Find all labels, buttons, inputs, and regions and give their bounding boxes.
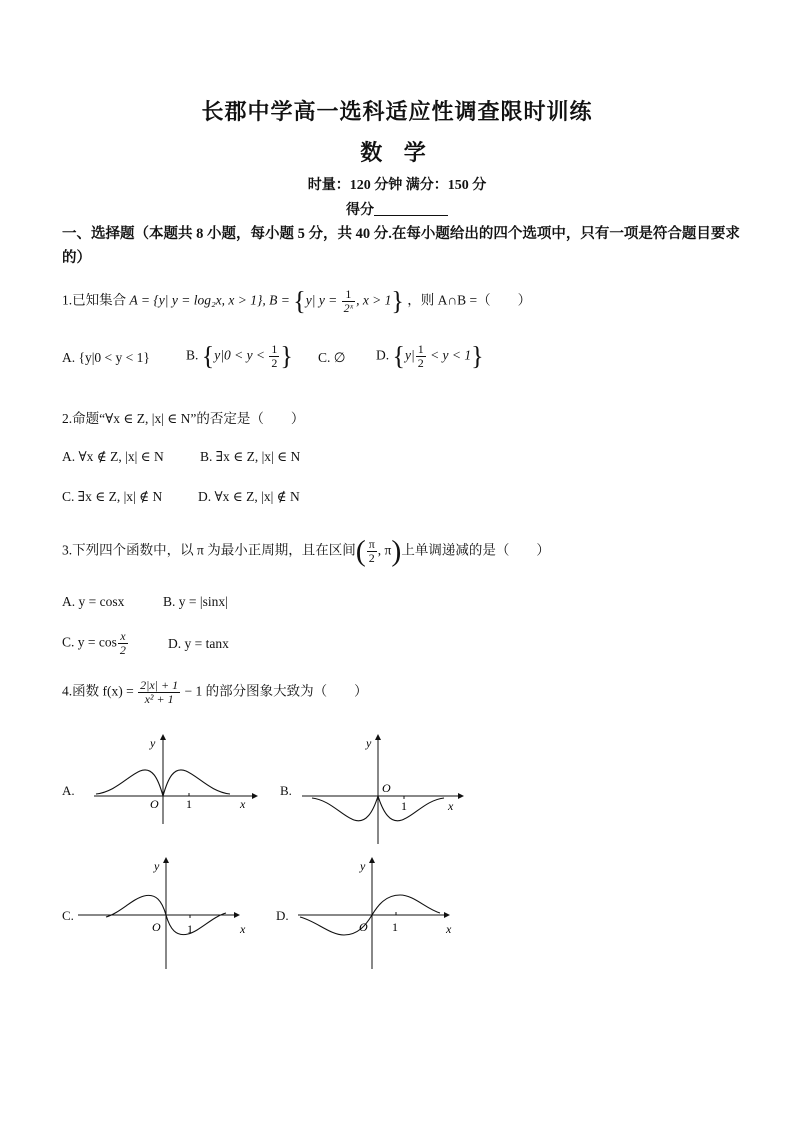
- q4-frac-num: 2|x| + 1: [140, 678, 179, 692]
- q2-option-a[interactable]: A. ∀x ∉ Z, |x| ∈ N: [62, 449, 164, 464]
- q1-frac-num: 1: [342, 288, 355, 302]
- exam-meta: 时量：120 分钟 满分：150 分: [307, 178, 487, 193]
- q3-interval-num: π: [368, 537, 375, 551]
- q4-graph-a[interactable]: [90, 732, 260, 827]
- q1-set-b-right: , x > 1: [356, 292, 392, 308]
- q4-option-c-label[interactable]: C.: [62, 908, 74, 923]
- q1-set-a: A = {y| y = log₂x, x > 1}: [129, 292, 263, 308]
- x-label: x: [240, 797, 246, 811]
- q1-opt-b-inner: y|0 < y <: [214, 347, 269, 363]
- y-axis-arrow-icon: [160, 734, 166, 740]
- q4-graph-b[interactable]: [298, 732, 473, 852]
- q1-stem-prefix: 1.已知集合: [62, 292, 127, 308]
- y-axis-arrow-icon: [163, 857, 169, 863]
- q3-paren-right: ): [391, 534, 402, 568]
- q1-opt-d-brace-r: }: [471, 341, 484, 371]
- x-label: x: [446, 922, 452, 936]
- question-4: [62, 679, 368, 706]
- y-label: y: [366, 736, 372, 750]
- q1-opt-d-prefix: D.: [376, 347, 393, 363]
- q3-interval-right: , π: [377, 542, 392, 558]
- q3-opt-c-prefix: C. y = cos: [62, 634, 117, 650]
- y-label: y: [150, 736, 156, 750]
- x-axis-arrow-icon: [252, 793, 258, 799]
- q1-opt-b-prefix: B.: [186, 347, 202, 363]
- subject-title: 数 学: [360, 140, 434, 165]
- q1-opt-d-left: y|: [404, 347, 415, 363]
- origin-label: O: [359, 920, 368, 934]
- q4-stem-suffix: − 1 的部分图象大致为（ ）: [181, 683, 368, 699]
- x-axis-arrow-icon: [458, 793, 464, 799]
- q1-opt-d-num: 1: [417, 342, 424, 356]
- y-axis-arrow-icon: [375, 734, 381, 740]
- q4-option-d-label[interactable]: D.: [276, 908, 289, 923]
- q1-option-c[interactable]: C. ∅: [318, 350, 346, 365]
- q3-opt-c-num: x: [118, 630, 128, 644]
- q3-option-b[interactable]: B. y = |sinx|: [163, 594, 228, 609]
- question-1: [62, 288, 531, 315]
- q1-opt-d-frac: [416, 343, 426, 370]
- q3-interval-den: 2: [368, 551, 375, 565]
- q3-stem-suffix: 上单调递减的是（ ）: [401, 542, 550, 558]
- q4-option-b-label[interactable]: B.: [280, 783, 292, 798]
- q1-stem-suffix: ，则 A∩B =（ ）: [407, 292, 532, 308]
- y-label: y: [360, 859, 366, 873]
- q4-fraction: [138, 679, 180, 706]
- q1-frac-den: 2ˣ: [343, 301, 354, 315]
- q1-opt-b-brace-r: }: [280, 341, 293, 371]
- q1-opt-d-right: < y < 1: [426, 347, 472, 363]
- x-axis-arrow-icon: [444, 912, 450, 918]
- x-axis-arrow-icon: [234, 912, 240, 918]
- tick-label: 1: [187, 922, 193, 936]
- y-label: y: [154, 859, 160, 873]
- q1-option-a[interactable]: A. {y|0 < y < 1}: [62, 350, 150, 365]
- q1-set-b-prefix: , B =: [262, 292, 294, 308]
- q3-opt-c-frac: [118, 630, 128, 657]
- q1-opt-d-den: 2: [417, 356, 424, 370]
- score-field: [346, 199, 448, 219]
- q2-option-d[interactable]: D. ∀x ∈ Z, |x| ∉ N: [198, 489, 300, 504]
- q4-frac-den: x² + 1: [144, 692, 174, 706]
- q3-paren-left: (: [355, 534, 366, 568]
- tick-label: 1: [401, 799, 407, 813]
- q3-option-a[interactable]: A. y = cosx: [62, 594, 125, 609]
- score-label: 得分: [346, 203, 374, 218]
- y-axis-arrow-icon: [369, 857, 375, 863]
- q3-opt-c-den: 2: [119, 643, 126, 657]
- q3-interval-frac: [367, 538, 377, 565]
- question-3: [62, 534, 550, 568]
- origin-label: O: [150, 797, 159, 811]
- q1-set-b-left: y| y =: [305, 292, 341, 308]
- q2-option-c[interactable]: C. ∃x ∈ Z, |x| ∉ N: [62, 489, 163, 504]
- q4-stem-prefix: 4.函数 f(x) =: [62, 683, 138, 699]
- q4-option-a-label[interactable]: A.: [62, 783, 75, 798]
- tick-label: 1: [392, 920, 398, 934]
- q2-option-b[interactable]: B. ∃x ∈ Z, |x| ∈ N: [200, 449, 301, 464]
- q1-fraction: [342, 288, 355, 315]
- q1-opt-b-num: 1: [271, 342, 278, 356]
- q3-option-d[interactable]: D. y = tanx: [168, 636, 229, 651]
- q1-option-b[interactable]: [186, 343, 293, 370]
- origin-label: O: [152, 920, 161, 934]
- q1-opt-b-den: 2: [271, 356, 278, 370]
- exam-title: 长郡中学高一选科适应性调查限时训练: [201, 99, 593, 124]
- x-label: x: [448, 799, 454, 813]
- section-heading: 一、选择题（本题共 8 小题，每小题 5 分，共 40 分.在每小题给出的四个选项中，只有一项是符合题目要求的）: [62, 226, 740, 266]
- origin-label: O: [382, 781, 391, 795]
- q3-option-c[interactable]: [62, 630, 129, 657]
- x-label: x: [240, 922, 246, 936]
- q1-opt-b-frac: [269, 343, 279, 370]
- score-blank[interactable]: [374, 201, 448, 216]
- question-2: 2.命题“∀x ∈ Z, |x| ∈ N”的否定是（ ）: [62, 411, 305, 426]
- q3-stem-prefix: 3.下列四个函数中，以 π 为最小正周期，且在区间: [62, 542, 356, 558]
- q4-graph-c[interactable]: [72, 855, 252, 973]
- tick-label: 1: [186, 797, 192, 811]
- q1-brace-right: }: [391, 286, 404, 316]
- q1-opt-d-brace-l: {: [392, 341, 405, 371]
- q1-brace-left: {: [293, 286, 306, 316]
- q1-option-d[interactable]: [376, 343, 484, 370]
- q1-opt-b-brace-l: {: [201, 341, 215, 371]
- q4-graph-d[interactable]: [294, 855, 460, 973]
